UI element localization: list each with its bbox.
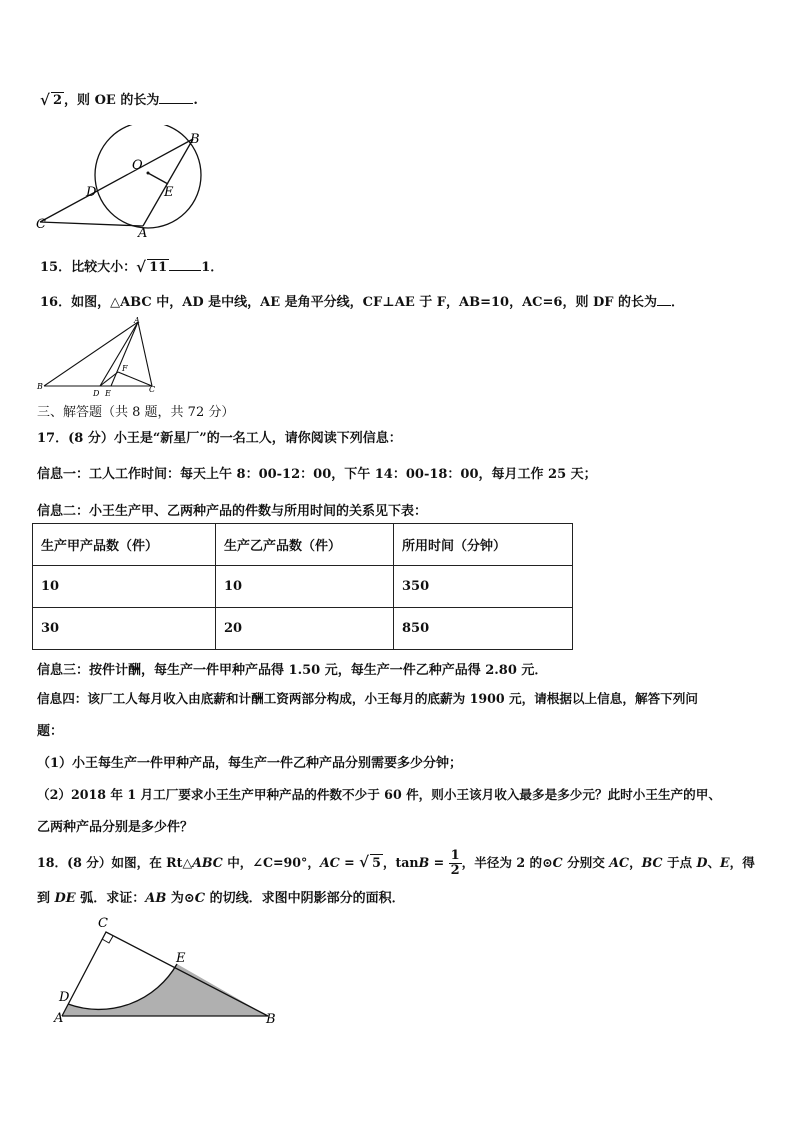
line-ad [100,322,138,386]
table-cell: 10 [216,566,394,608]
label-b: B [266,1012,276,1027]
line-cf [118,372,152,386]
answer-blank [657,304,671,306]
point-o [147,172,150,175]
sqrt-5: √ 5 [359,853,381,871]
table-header: 生产乙产品数（件） [216,524,394,566]
label-o: O [132,158,143,173]
q17-part1: （1）小王每生产一件甲种产品，每生产一件乙种产品分别需要多少分钟； [37,756,463,771]
sqrt-11: √ 11 [136,258,168,276]
shaded-region [62,964,268,1016]
line-cb [40,139,193,222]
table-row [33,608,573,650]
label-b: B [37,382,43,391]
table-header-row [33,524,573,566]
table-row [33,566,573,608]
label-e: E [176,951,186,966]
answer-blank [169,269,201,271]
table-cell: 10 [33,566,216,608]
figure-triangle-df [34,316,164,400]
figure-circle-oe [30,125,210,240]
q17-part2-cont: 乙两种产品分别是多少件？ [37,820,194,835]
triangle-abc [44,322,152,386]
line-df [100,372,118,386]
q17-part2: （2）2018 年 1 月工厂要求小王生产甲种产品的件数不少于 60 件，则小王该月收入最多是多少元？此时小王生产的甲、 [37,787,721,802]
table-cell: 20 [216,608,394,650]
table-cell: 30 [33,608,216,650]
label-e: E [105,389,111,398]
label-d: D [93,389,100,398]
table-header: 生产甲产品数（件） [33,524,216,566]
circle-o [95,125,201,228]
label-d: D [59,990,70,1005]
q18-line1: 18．(8 分）如图，在 Rt△ABC 中，∠C=90°，AC = √ 5 ，tanB = $\frac{1}{2}$ ，半径为 2 的⊙C 分别交 AC，BC 于点 D、E，得 [37,848,755,878]
label-c: C [149,385,156,394]
table-header: 所用时间（分钟） [394,524,573,566]
q17-intro: 17．(8 分）小王是“新星厂”的一名工人，请你阅读下列信息： [37,431,402,446]
sqrt-2: √ 2 [40,91,63,109]
time-table [32,523,573,650]
figure-right-triangle [50,912,290,1032]
fraction-one-half: $\frac{1}{2}$ [450,848,460,878]
table-cell: 350 [394,566,573,608]
q17-info3: 信息三：按件计酬，每生产一件甲种产品得 1.50 元，每生产一件乙种产品得 2.80 元． [37,663,548,678]
q14-tail: √ 2 ，则 OE 的长为 . [40,91,198,109]
line-oe [148,173,168,184]
q18-line2: 到 DE 弧．求证：AB 为⊙C 的切线．求图中阴影部分的面积． [37,891,405,906]
q17-info1: 信息一：工人工作时间：每天上午 8：00-12：00，下午 14：00-18：00，每月工作 25 天； [37,467,597,482]
label-a: A [138,226,148,240]
label-f: F [122,364,128,373]
label-c: C [36,217,46,232]
q16: 16．如图，△ABC 中，AD 是中线，AE 是角平分线，CF⊥AE 于 F，AB=10，AC=6，则 DF 的长为 ． [40,295,685,310]
label-a: A [54,1011,64,1026]
label-c: C [98,916,108,931]
q17-info4-cont: 题： [37,724,64,739]
label-a: A [134,316,140,325]
answer-blank [159,102,193,104]
label-d: D [86,185,97,200]
section-title: 三、解答题（共 8 题，共 72 分） [37,405,235,420]
q17-info2: 信息二：小王生产甲、乙两种产品的件数与所用时间的关系见下表： [37,504,428,519]
table-cell: 850 [394,608,573,650]
label-b: B [190,132,200,147]
label-e: E [164,185,174,200]
q17-info4: 信息四：该厂工人每月收入由底薪和计酬工资两部分构成，小王每月的底薪为 1900 元，请根据以上信息，解答下列问 [37,691,698,706]
q15: 15．比较大小： √ 11 1． [40,258,224,276]
